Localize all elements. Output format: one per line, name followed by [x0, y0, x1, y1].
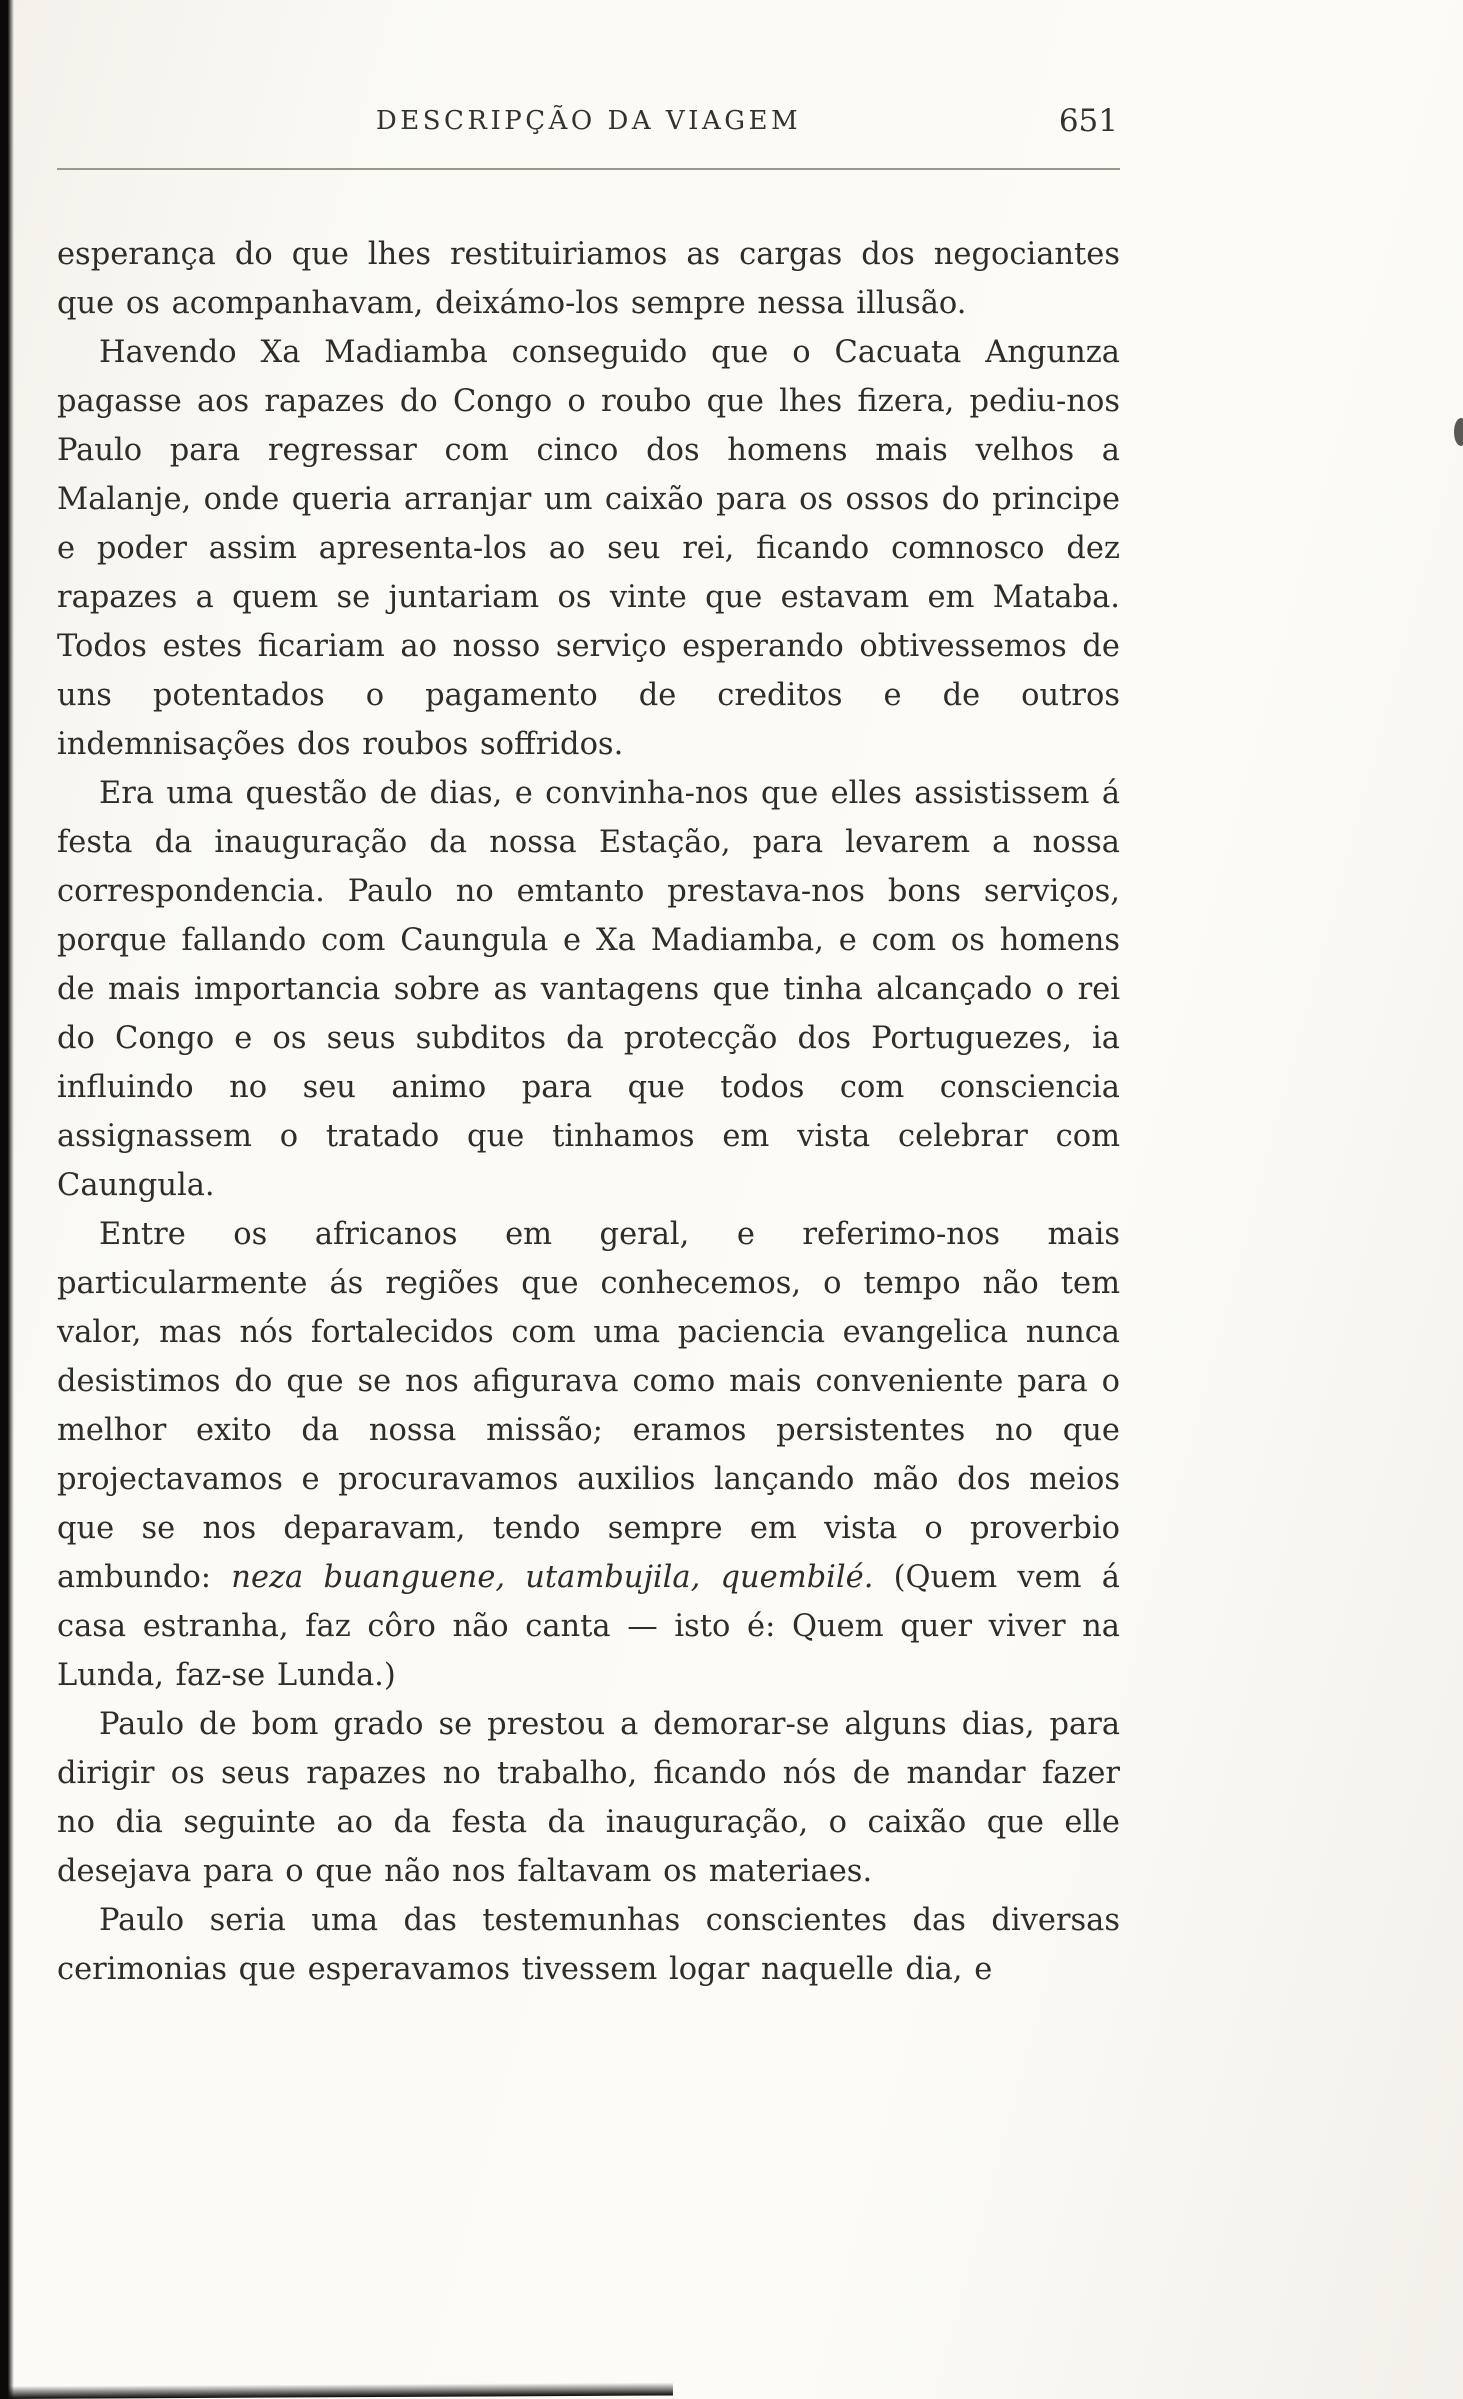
paragraph-continuation: esperança do que lhes restituiriamos as cargas dos negociantes que os acompanhavam, deixámo-los sempre nessa illusão. — [57, 237, 1120, 321]
page-number: 651 — [1058, 103, 1118, 139]
scan-edge-left — [0, 0, 14, 2399]
paragraph-text: Entre os africanos em geral, e referimo-nos mais particularmente ás regiões que conhecemos, o tempo não tem valor, mas nós fortalecidos com uma paciencia evangelica nunca desistimos do que se nos afigurava como mais conveniente para o melhor exito da nossa missão; eramos persistentes no que projectavamos e procuravamos auxilios lançando mão dos meios que se nos deparavam, tendo sempre em vista o proverbio ambundo: — [57, 1217, 1120, 1595]
page-header — [57, 103, 1120, 148]
scan-edge-bottom — [0, 2382, 673, 2399]
proverb-italic-text: neza buanguene, utambujila, quembilé. — [231, 1560, 874, 1595]
header-rule — [57, 168, 1120, 170]
paragraph: Paulo de bom grado se prestou a demorar-se alguns dias, para dirigir os seus rapazes no trabalho, ficando nós de mandar fazer no dia seguinte ao da festa da inauguração, o caixão que elle desejava para o que não nos faltavam os materiaes. — [57, 1707, 1120, 1889]
paragraph: Era uma questão de dias, e convinha-nos que elles assistissem á festa da inauguração da nossa Estação, para levarem a nossa correspondencia. Paulo no emtanto prestava-nos bons serviços, porque fallando com Caungula e Xa Madiamba, e com os homens de mais importancia sobre as vantagens que tinha alcançado o rei do Congo e os seus subditos da protecção dos Portuguezes, ia influindo no seu animo para que todos com consciencia assignassem o tratado que tinhamos em vista celebrar com Caungula. — [57, 776, 1120, 1203]
text-block — [57, 230, 1120, 1994]
scan-artifact — [1454, 418, 1463, 446]
paragraph-with-proverb — [57, 1210, 1120, 1700]
paragraph: Paulo seria uma das testemunhas conscientes das diversas cerimonias que esperavamos tivessem logar naquelle dia, e — [57, 1903, 1120, 1987]
running-title: DESCRIPÇÃO DA VIAGEM — [375, 106, 802, 136]
paragraph: Havendo Xa Madiamba conseguido que o Cacuata Angunza pagasse aos rapazes do Congo o roubo que lhes fizera, pediu-nos Paulo para regressar com cinco dos homens mais velhos a Malanje, onde queria arranjar um caixão para os ossos do principe e poder assim apresenta-los ao seu rei, ficando comnosco dez rapazes a quem se juntariam os vinte que estavam em Mataba. Todos estes ficariam ao nosso serviço esperando obtivessemos de uns potentados o pagamento de creditos e de outros indemnisações dos roubos soffridos. — [57, 335, 1120, 762]
paragraph-text: (Quem vem á casa estranha, faz côro não canta — isto é: Quem quer viver na Lunda, faz-se Lunda.) — [57, 1560, 1120, 1693]
page-content — [57, 0, 1120, 1994]
